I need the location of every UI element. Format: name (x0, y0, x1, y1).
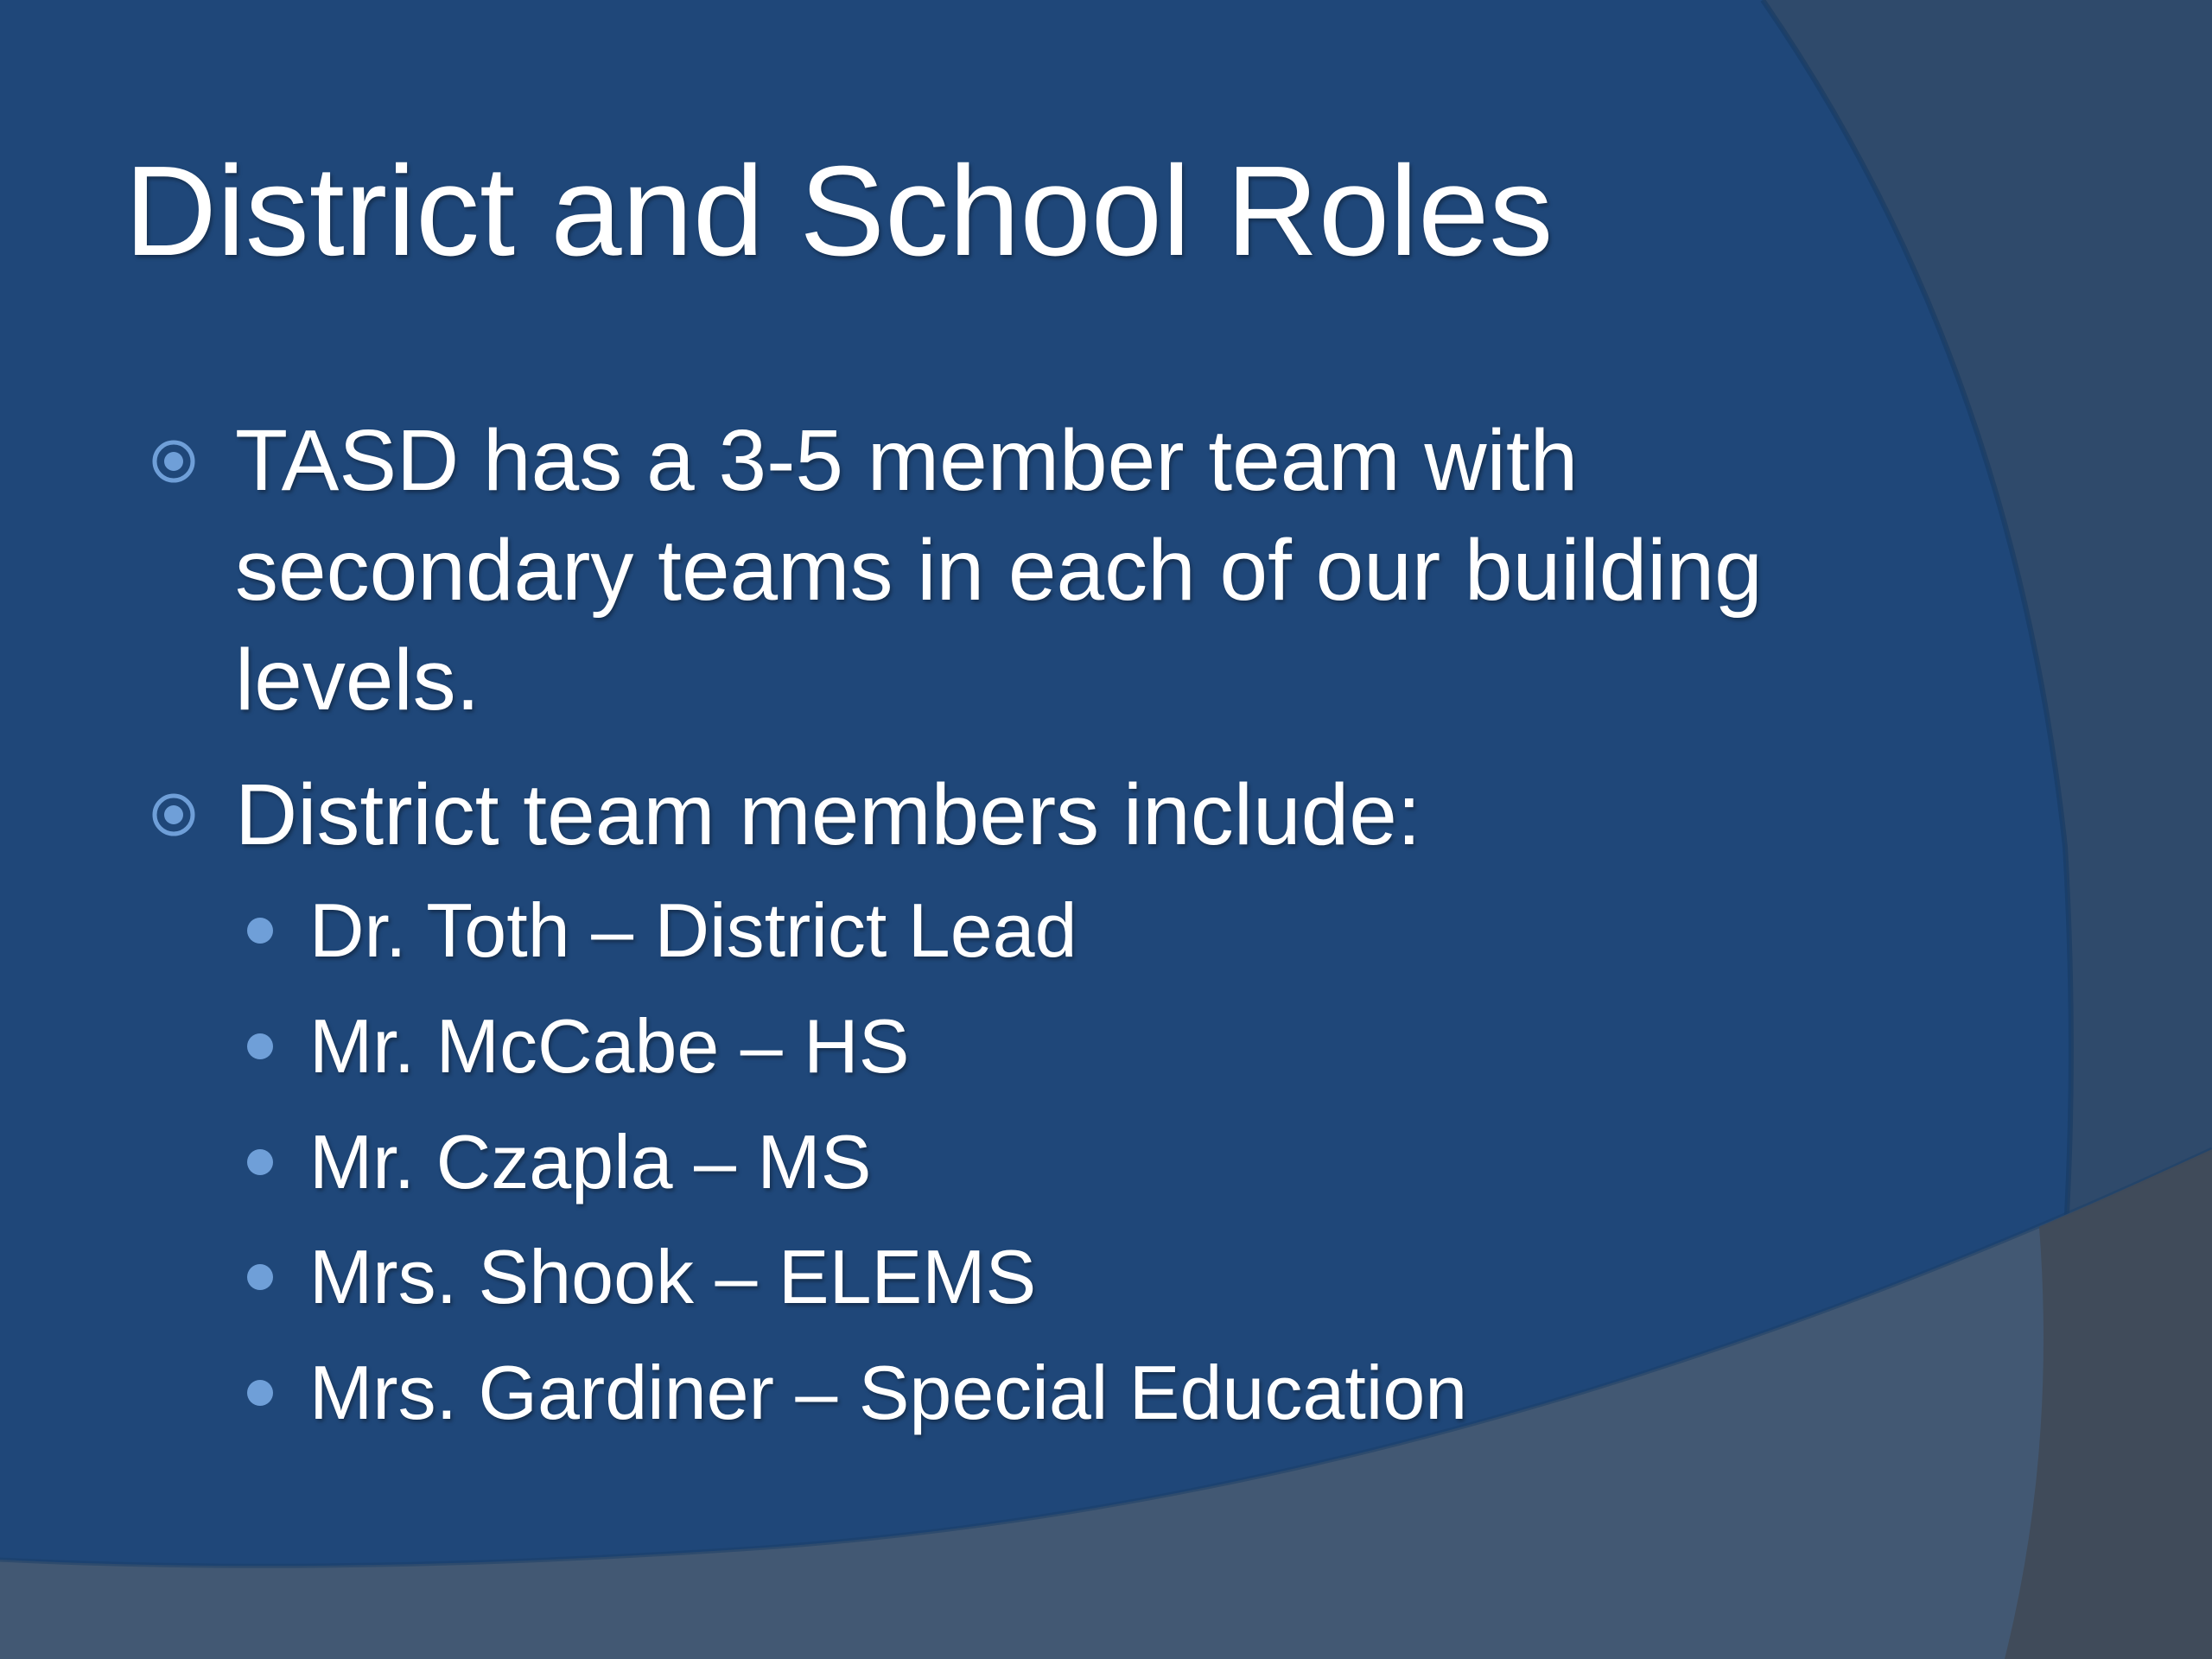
dot-bullet-icon (247, 1380, 273, 1406)
dot-bullet-icon (247, 1149, 273, 1175)
dot-bullet-icon (247, 918, 273, 944)
sub-bullet-shook: Mrs. Shook – ELEMS (309, 1234, 1037, 1319)
sub-bullet-gardiner: Mrs. Gardiner – Special Education (309, 1350, 1468, 1435)
slide-title: District and School Roles (124, 140, 1554, 283)
target-bullet-icon (151, 439, 196, 484)
sub-bullet-czapla: Mr. Czapla – MS (309, 1119, 872, 1205)
sub-bullet-mccabe: Mr. McCabe – HS (309, 1003, 910, 1089)
sub-bullet-toth: Dr. Toth – District Lead (309, 887, 1077, 973)
dot-bullet-icon (247, 1033, 273, 1059)
bullet-team-description: TASD has a 3-5 member team with secondary teams in each of our building levels. (235, 412, 1763, 728)
target-bullet-icon (151, 792, 196, 837)
dot-bullet-icon (247, 1264, 273, 1290)
bullet-district-members: District team members include: (235, 766, 1421, 863)
